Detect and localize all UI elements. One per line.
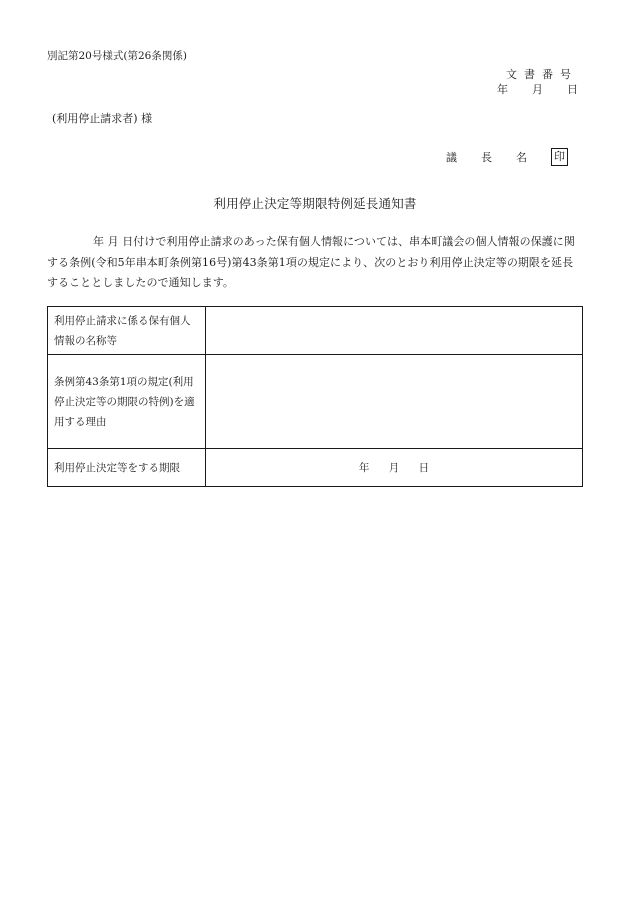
info-table [47, 306, 583, 487]
notice-body: 年 月 日付けで利用停止請求のあった保有個人情報については、串本町議会の個人情報の保護に関する条例(令和5年串本町条例第16号)第43条第1項の規定により、次のとおり利用停止決定等の期限を延長することとしましたので通知します。 [47, 235, 575, 289]
document-number-label: 文書番号 [506, 68, 578, 81]
sender-line [446, 148, 568, 166]
seal-box: 印 [551, 148, 568, 166]
table-value-deadline[interactable] [206, 449, 583, 487]
table-row [48, 307, 583, 355]
form-number: 別記第20号様式(第26条関係) [47, 50, 187, 62]
deadline-month-label: 月 [388, 461, 400, 474]
recipient-line: (利用停止請求者) 様 [52, 112, 153, 125]
table-label-deadline: 利用停止決定等をする期限 [48, 449, 206, 487]
table-label-reason: 条例第43条第1項の規定(利用停止決定等の期限の特例)を適用する理由 [48, 355, 206, 449]
date-month-label: 月 [532, 83, 543, 96]
deadline-year-label: 年 [358, 461, 370, 474]
table-row [48, 449, 583, 487]
document-title: 利用停止決定等期限特例延長通知書 [213, 196, 417, 211]
table-value-reason[interactable] [206, 355, 583, 449]
table-value-info-name[interactable] [206, 307, 583, 355]
sender-name: 議長名 [446, 151, 551, 164]
date-day-label: 日 [567, 83, 578, 96]
table-label-info-name: 利用停止請求に係る保有個人情報の名称等 [48, 307, 206, 355]
date-year-label: 年 [497, 83, 508, 96]
table-row [48, 355, 583, 449]
document-date [497, 81, 578, 97]
deadline-day-label: 日 [418, 461, 430, 474]
